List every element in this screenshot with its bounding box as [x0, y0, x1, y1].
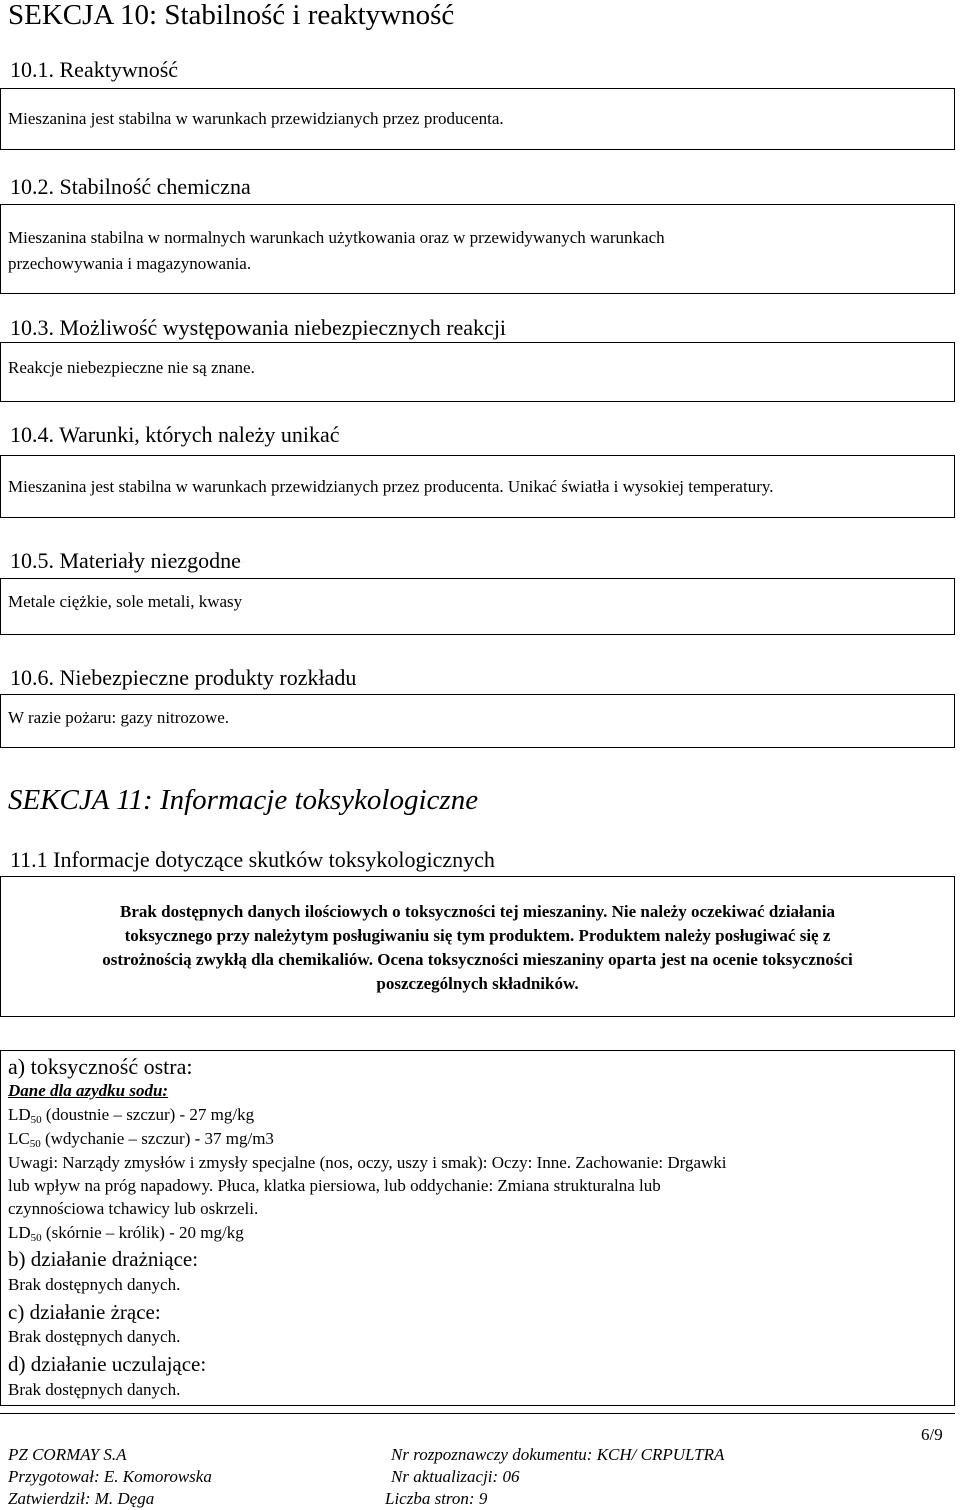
footer-approved: Zatwierdził: M. Dęga — [8, 1489, 155, 1508]
heading-10-6: 10.6. Niebezpieczne produkty rozkładu — [10, 665, 357, 690]
text-10-5: Metale ciężkie, sole metali, kwasy — [8, 592, 243, 611]
footer-pages: Liczba stron: 9 — [385, 1489, 488, 1508]
text-corrosive: Brak dostępnych danych. — [8, 1327, 181, 1346]
heading-acute-toxicity: a) toksyczność ostra: — [8, 1054, 193, 1079]
heading-11-1: 11.1 Informacje dotyczące skutków toksykologicznych — [10, 847, 495, 872]
text-11-1-line4: poszczególnych składników. — [376, 974, 579, 993]
lc50-inhalation: $LC_{50}$ (wdychanie – szczur) - 37 mg/m3 — [8, 1129, 274, 1150]
heading-10-3: 10.3. Możliwość występowania niebezpiecznych reakcji — [10, 315, 507, 340]
text-10-2-line1: Mieszanina stabilna w normalnych warunkach użytkowania oraz w przewidywanych warunkach — [8, 228, 665, 247]
text-irritation: Brak dostępnych danych. — [8, 1275, 181, 1294]
footer-doc-number: Nr rozpoznawczy dokumentu: KCH/ CRPULTRA — [391, 1445, 725, 1464]
page-number: 6/9 — [921, 1425, 943, 1444]
heading-10-4: 10.4. Warunki, których należy unikać — [10, 422, 340, 447]
notes-line1: Uwagi: Narządy zmysłów i zmysły specjalne (nos, oczy, uszy i smak): Oczy: Inne. Zachowanie: Drgawki — [8, 1153, 727, 1172]
heading-10-2: 10.2. Stabilność chemiczna — [10, 174, 251, 199]
notes-line2: lub wpływ na próg napadowy. Płuca, klatka piersiowa, lub oddychanie: Zmiana strukturalna lub — [8, 1176, 661, 1195]
heading-sensitization: d) działanie uczulające: — [8, 1352, 207, 1376]
footer-prepared: Przygotował: E. Komorowska — [8, 1467, 212, 1486]
subheading-sodium-azide: Dane dla azydku sodu: — [8, 1081, 169, 1100]
ld50-oral: $LD_{50}$ (doustnie – szczur) - 27 mg/kg — [8, 1105, 255, 1126]
text-11-1-line1: Brak dostępnych danych ilościowych o toksyczności tej mieszaniny. Nie należy oczekiwać działania — [120, 902, 835, 921]
text-10-3: Reakcje niebezpieczne nie są znane. — [8, 358, 255, 377]
text-10-1: Mieszanina jest stabilna w warunkach przewidzianych przez producenta. — [8, 109, 504, 128]
footer-rule — [0, 1413, 955, 1414]
section-11-title: SEKCJA 11: Informacje toksykologiczne — [8, 784, 479, 816]
box-10-2 — [0, 204, 955, 294]
heading-irritation: b) działanie drażniące: — [8, 1247, 199, 1271]
text-10-4: Mieszanina jest stabilna w warunkach przewidzianych przez producenta. Unikać światła i wysokiej temperatury. — [8, 477, 774, 496]
text-10-2-line2: przechowywania i magazynowania. — [8, 254, 252, 273]
section-10-title: SEKCJA 10: Stabilność i reaktywność — [8, 0, 455, 31]
ld50-skin: $LD_{50}$ (skórnie – królik) - 20 mg/kg — [8, 1223, 244, 1244]
text-11-1-line2: toksycznego przy należytym posługiwaniu się tym produktem. Produktem należy posługiwać się z — [124, 926, 831, 945]
footer-update: Nr aktualizacji: 06 — [391, 1467, 520, 1486]
text-10-6: W razie pożaru: gazy nitrozowe. — [8, 708, 230, 727]
heading-10-1: 10.1. Reaktywność — [10, 57, 179, 82]
heading-10-5: 10.5. Materiały niezgodne — [10, 548, 241, 573]
text-11-1-line3: ostrożnością zwykłą dla chemikaliów. Ocena toksyczności mieszaniny oparta jest na ocenie toksyczności — [102, 950, 853, 969]
notes-line3: czynnościowa tchawicy lub oskrzeli. — [8, 1199, 259, 1218]
heading-corrosive: c) działanie żrące: — [8, 1300, 161, 1324]
text-sensitization: Brak dostępnych danych. — [8, 1380, 181, 1399]
footer-company: PZ CORMAY S.A — [8, 1445, 127, 1464]
